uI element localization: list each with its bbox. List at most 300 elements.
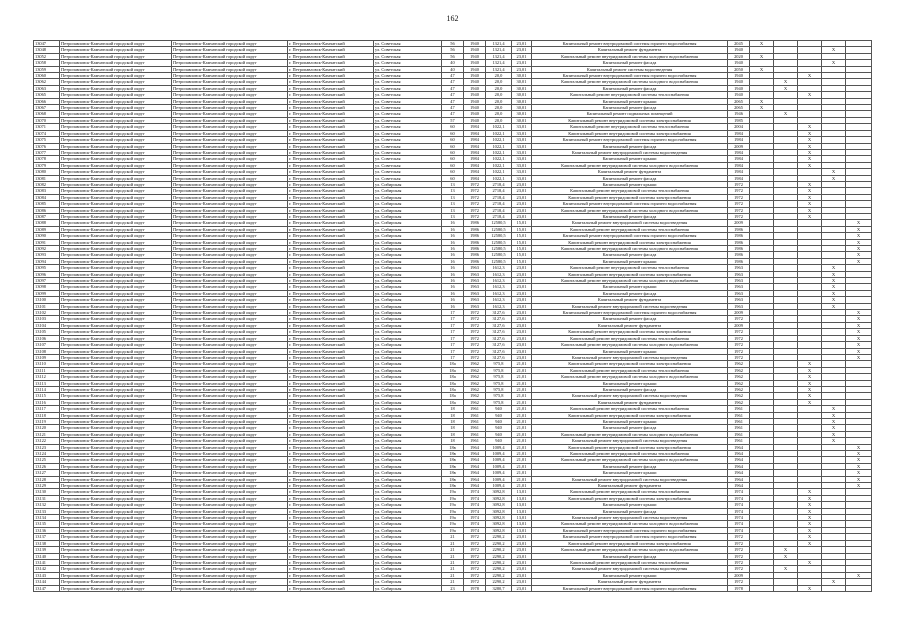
cell-mark-4: X: [822, 425, 846, 431]
cell-row-id: 13048: [34, 47, 60, 53]
cell-work-year: 2020: [728, 53, 750, 59]
cell-house: 57: [442, 117, 464, 123]
cell-area: 1022,1: [486, 156, 512, 162]
cell-area: 20,0: [486, 73, 512, 79]
cell-year: 1984: [464, 143, 486, 149]
cell-work-year: 1984: [728, 156, 750, 162]
cell-mark-3: X: [798, 527, 822, 533]
cell-work-year: 1986: [728, 246, 750, 252]
cell-locality: г. Петропавловск-Камчатский: [288, 60, 374, 66]
cell-year: 1962: [464, 367, 486, 373]
cell-house: 17: [442, 348, 464, 354]
cell-work-year: 1986: [728, 252, 750, 258]
cell-area: 2290,2: [486, 553, 512, 559]
cell-area: 1612,3: [486, 303, 512, 309]
cell-work-year: 1964: [728, 470, 750, 476]
cell-house: 18а: [442, 386, 464, 392]
cell-year: 1961: [464, 412, 486, 418]
cell-house: 13: [442, 201, 464, 207]
cell-rate: 15,01: [512, 252, 532, 258]
cell-work-year: 1961: [728, 418, 750, 424]
cell-area: 3127,6: [486, 316, 512, 322]
cell-house: 18а: [442, 380, 464, 386]
cell-house: 21: [442, 579, 464, 585]
cell-district: Петропавловск-Камчатский городской округ: [60, 265, 172, 271]
cell-district: Петропавловск-Камчатский городской округ: [60, 143, 172, 149]
cell-locality: г. Петропавловск-Камчатский: [288, 470, 374, 476]
cell-house: 18а: [442, 374, 464, 380]
cell-street: ул. Сибирская: [374, 431, 442, 437]
cell-mark-3: X: [798, 502, 822, 508]
cell-area: 1612,3: [486, 265, 512, 271]
cell-area: 12580,5: [486, 220, 512, 226]
cell-rate: 21,01: [512, 374, 532, 380]
cell-rate: 23,01: [512, 342, 532, 348]
cell-street: ул. Сибирская: [374, 188, 442, 194]
cell-rate: 23,01: [512, 559, 532, 565]
cell-street: ул. Сибирская: [374, 278, 442, 284]
cell-area: 3127,6: [486, 329, 512, 335]
cell-street: ул. Сибирская: [374, 451, 442, 457]
cell-street: ул. Сибирская: [374, 310, 442, 316]
cell-work-year: 1984: [728, 130, 750, 136]
cell-street: ул. Сибирская: [374, 233, 442, 239]
cell-settlement: Петропавловск-Камчатский городской округ: [172, 92, 288, 98]
cell-mark-3: X: [798, 489, 822, 495]
cell-house: 18в: [442, 483, 464, 489]
cell-district: Петропавловск-Камчатский городской округ: [60, 322, 172, 328]
cell-area: 2718,4: [486, 201, 512, 207]
cell-district: Петропавловск-Камчатский городской округ: [60, 547, 172, 553]
cell-house: 47: [442, 111, 464, 117]
cell-work-type: Капитальный ремонт внутридомовой системы водоотведения: [532, 515, 728, 521]
cell-settlement: Петропавловск-Камчатский городской округ: [172, 335, 288, 341]
cell-work-year: 1963: [728, 290, 750, 296]
cell-district: Петропавловск-Камчатский городской округ: [60, 220, 172, 226]
cell-settlement: Петропавловск-Камчатский городской округ: [172, 572, 288, 578]
cell-row-id: 13118: [34, 412, 60, 418]
cell-year: 1964: [464, 457, 486, 463]
cell-rate: 21,01: [512, 476, 532, 482]
cell-rate: 23,01: [512, 271, 532, 277]
cell-locality: г. Петропавловск-Камчатский: [288, 117, 374, 123]
cell-district: Петропавловск-Камчатский городской округ: [60, 354, 172, 360]
cell-mark-5: X: [846, 354, 872, 360]
cell-settlement: Петропавловск-Камчатский городской округ: [172, 393, 288, 399]
cell-row-id: 13060: [34, 73, 60, 79]
cell-house: 16: [442, 258, 464, 264]
cell-district: Петропавловск-Камчатский городской округ: [60, 476, 172, 482]
cell-row-id: 13140: [34, 553, 60, 559]
cell-house: 19а: [442, 515, 464, 521]
cell-street: ул. Сибирская: [374, 220, 442, 226]
cell-locality: г. Петропавловск-Камчатский: [288, 130, 374, 136]
cell-mark-5: X: [846, 483, 872, 489]
cell-year: 1940: [464, 79, 486, 85]
cell-settlement: Петропавловск-Камчатский городской округ: [172, 188, 288, 194]
cell-work-year: 1972: [728, 559, 750, 565]
cell-house: 16: [442, 252, 464, 258]
cell-settlement: Петропавловск-Камчатский городской округ: [172, 117, 288, 123]
cell-district: Петропавловск-Камчатский городской округ: [60, 527, 172, 533]
cell-house: 13: [442, 188, 464, 194]
cell-locality: г. Петропавловск-Камчатский: [288, 156, 374, 162]
cell-area: 1009,4: [486, 463, 512, 469]
cell-year: 1972: [464, 310, 486, 316]
cell-work-year: 1964: [728, 476, 750, 482]
cell-settlement: Петропавловск-Камчатский городской округ: [172, 489, 288, 495]
cell-locality: г. Петропавловск-Камчатский: [288, 66, 374, 72]
cell-year: 1984: [464, 169, 486, 175]
cell-work-type: Капитальный ремонт внутридомовой системы теплоснабжения: [532, 124, 728, 130]
cell-locality: г. Петропавловск-Камчатский: [288, 98, 374, 104]
cell-year: 1962: [464, 393, 486, 399]
cell-rate: 21,01: [512, 361, 532, 367]
cell-house: 19а: [442, 521, 464, 527]
cell-year: 1984: [464, 137, 486, 143]
cell-locality: г. Петропавловск-Камчатский: [288, 425, 374, 431]
cell-work-type: Капитальный ремонт крыши: [532, 156, 728, 162]
cell-locality: г. Петропавловск-Камчатский: [288, 271, 374, 277]
cell-district: Петропавловск-Камчатский городской округ: [60, 111, 172, 117]
cell-mark-3: X: [798, 149, 822, 155]
cell-area: 1321,4: [486, 47, 512, 53]
cell-district: Петропавловск-Камчатский городской округ: [60, 188, 172, 194]
cell-area: 1612,3: [486, 284, 512, 290]
cell-work-type: Капитальный ремонт внутридомовой системы холодного водоснабжения: [532, 374, 728, 380]
cell-locality: г. Петропавловск-Камчатский: [288, 585, 374, 591]
cell-locality: г. Петропавловск-Камчатский: [288, 207, 374, 213]
cell-row-id: 13110: [34, 361, 60, 367]
cell-house: 60: [442, 156, 464, 162]
cell-row-id: 13099: [34, 290, 60, 296]
cell-settlement: Петропавловск-Камчатский городской округ: [172, 156, 288, 162]
cell-row-id: 13090: [34, 233, 60, 239]
cell-row-id: 13071: [34, 124, 60, 130]
cell-area: 975,8: [486, 361, 512, 367]
cell-area: 1009,4: [486, 470, 512, 476]
cell-row-id: 13103: [34, 316, 60, 322]
cell-mark-4: X: [822, 438, 846, 444]
cell-work-year: 1940: [728, 85, 750, 91]
cell-settlement: Петропавловск-Камчатский городской округ: [172, 470, 288, 476]
cell-locality: г. Петропавловск-Камчатский: [288, 559, 374, 565]
cell-work-year: 1974: [728, 495, 750, 501]
cell-mark-3: X: [798, 73, 822, 79]
cell-street: ул. Советская: [374, 143, 442, 149]
cell-settlement: Петропавловск-Камчатский городской округ: [172, 566, 288, 572]
cell-locality: г. Петропавловск-Камчатский: [288, 361, 374, 367]
cell-area: 3092,8: [486, 527, 512, 533]
cell-work-year: 1972: [728, 316, 750, 322]
cell-work-year: 1984: [728, 169, 750, 175]
cell-work-year: 1961: [728, 438, 750, 444]
cell-row-id: 13092: [34, 246, 60, 252]
cell-year: 1940: [464, 98, 486, 104]
cell-work-type: Капитальный ремонт фасада: [532, 213, 728, 219]
cell-settlement: Петропавловск-Камчатский городской округ: [172, 521, 288, 527]
cell-district: Петропавловск-Камчатский городской округ: [60, 130, 172, 136]
cell-district: Петропавловск-Камчатский городской округ: [60, 41, 172, 47]
cell-district: Петропавловск-Камчатский городской округ: [60, 124, 172, 130]
cell-locality: г. Петропавловск-Камчатский: [288, 303, 374, 309]
cell-rate: 21,01: [512, 425, 532, 431]
cell-street: ул. Сибирская: [374, 348, 442, 354]
cell-settlement: Петропавловск-Камчатский городской округ: [172, 284, 288, 290]
cell-area: 2718,4: [486, 207, 512, 213]
cell-settlement: Петропавловск-Камчатский городской округ: [172, 386, 288, 392]
cell-settlement: Петропавловск-Камчатский городской округ: [172, 53, 288, 59]
cell-house: 56: [442, 47, 464, 53]
cell-house: 60: [442, 169, 464, 175]
cell-year: 1940: [464, 111, 486, 117]
cell-work-type: Капитальный ремонт фундамента: [532, 297, 728, 303]
cell-year: 1986: [464, 246, 486, 252]
cell-row-id: 13081: [34, 175, 60, 181]
cell-street: ул. Сибирская: [374, 194, 442, 200]
cell-rate: 23,01: [512, 194, 532, 200]
cell-year: 1961: [464, 406, 486, 412]
cell-rate: 23,01: [512, 566, 532, 572]
cell-locality: г. Петропавловск-Камчатский: [288, 553, 374, 559]
cell-work-year: 1962: [728, 367, 750, 373]
cell-locality: г. Петропавловск-Камчатский: [288, 226, 374, 232]
cell-mark-1: [750, 585, 774, 591]
cell-locality: г. Петропавловск-Камчатский: [288, 143, 374, 149]
cell-area: 1009,4: [486, 476, 512, 482]
cell-rate: 21,01: [512, 451, 532, 457]
cell-house: 18в: [442, 457, 464, 463]
cell-street: ул. Советская: [374, 98, 442, 104]
cell-year: 1964: [464, 483, 486, 489]
cell-year: 1972: [464, 553, 486, 559]
cell-area: 940: [486, 412, 512, 418]
cell-row-id: 13132: [34, 502, 60, 508]
cell-rate: 23,01: [512, 540, 532, 546]
cell-district: Петропавловск-Камчатский городской округ: [60, 495, 172, 501]
cell-locality: г. Петропавловск-Камчатский: [288, 502, 374, 508]
cell-rate: 23,01: [512, 316, 532, 322]
cell-row-id: 13065: [34, 92, 60, 98]
cell-rate: 23,01: [512, 290, 532, 296]
cell-work-type: Капитальный ремонт фасада: [532, 60, 728, 66]
cell-rate: 23,01: [512, 60, 532, 66]
cell-district: Петропавловск-Камчатский городской округ: [60, 53, 172, 59]
cell-street: ул. Сибирская: [374, 258, 442, 264]
cell-work-year: 1963: [728, 303, 750, 309]
cell-district: Петропавловск-Камчатский городской округ: [60, 553, 172, 559]
cell-work-year: 1964: [728, 463, 750, 469]
cell-work-type: Капитальный ремонт внутридомовой системы электроснабжения: [532, 361, 728, 367]
cell-house: 21: [442, 553, 464, 559]
cell-locality: г. Петропавловск-Камчатский: [288, 322, 374, 328]
cell-area: 12580,5: [486, 239, 512, 245]
cell-locality: г. Петропавловск-Камчатский: [288, 79, 374, 85]
cell-house: 16: [442, 290, 464, 296]
cell-year: 1961: [464, 431, 486, 437]
cell-row-id: 13125: [34, 457, 60, 463]
cell-house: 18в: [442, 451, 464, 457]
cell-work-type: Капитальный ремонт фундамента: [532, 579, 728, 585]
cell-rate: 30,01: [512, 79, 532, 85]
cell-locality: г. Петропавловск-Камчатский: [288, 310, 374, 316]
cell-settlement: Петропавловск-Камчатский городской округ: [172, 213, 288, 219]
cell-locality: г. Петропавловск-Камчатский: [288, 380, 374, 386]
cell-row-id: 13109: [34, 354, 60, 360]
cell-rate: 21,01: [512, 406, 532, 412]
cell-locality: г. Петропавловск-Камчатский: [288, 233, 374, 239]
cell-rate: 33,01: [512, 130, 532, 136]
cell-work-year: 1962: [728, 399, 750, 405]
cell-rate: 33,01: [512, 137, 532, 143]
cell-house: 21: [442, 559, 464, 565]
cell-work-type: Капитальный ремонт внутридомовой системы холодного водоснабжения: [532, 547, 728, 553]
cell-mark-5: X: [846, 335, 872, 341]
cell-row-id: 13121: [34, 431, 60, 437]
cell-street: ул. Сибирская: [374, 271, 442, 277]
cell-work-year: 1962: [728, 374, 750, 380]
cell-street: ул. Сибирская: [374, 470, 442, 476]
cell-work-year: 1974: [728, 521, 750, 527]
cell-house: 17: [442, 316, 464, 322]
cell-rate: 23,01: [512, 310, 532, 316]
cell-locality: г. Петропавловск-Камчатский: [288, 284, 374, 290]
cell-settlement: Петропавловск-Камчатский городской округ: [172, 354, 288, 360]
cell-district: Петропавловск-Камчатский городской округ: [60, 117, 172, 123]
cell-house: 47: [442, 98, 464, 104]
cell-street: ул. Сибирская: [374, 284, 442, 290]
cell-street: ул. Сибирская: [374, 483, 442, 489]
cell-house: 13: [442, 181, 464, 187]
cell-district: Петропавловск-Камчатский городской округ: [60, 572, 172, 578]
cell-street: ул. Советская: [374, 162, 442, 168]
cell-year: 1940: [464, 105, 486, 111]
cell-row-id: 13102: [34, 310, 60, 316]
cell-work-type: Капитальный ремонт внутридомовой системы холодного водоснабжения: [532, 521, 728, 527]
cell-mark-3: X: [798, 162, 822, 168]
cell-district: Петропавловск-Камчатский городской округ: [60, 489, 172, 495]
cell-row-id: 13084: [34, 194, 60, 200]
cell-work-year: 1961: [728, 425, 750, 431]
cell-area: 1022,1: [486, 124, 512, 130]
cell-mark-4: X: [822, 418, 846, 424]
cell-locality: г. Петропавловск-Камчатский: [288, 181, 374, 187]
cell-row-id: 13077: [34, 149, 60, 155]
cell-district: Петропавловск-Камчатский городской округ: [60, 515, 172, 521]
cell-work-type: Капитальный ремонт фундамента: [532, 47, 728, 53]
cell-mark-3: X: [798, 188, 822, 194]
cell-mark-5: X: [846, 463, 872, 469]
cell-work-type: Капитальный ремонт фасада: [532, 425, 728, 431]
cell-work-type: Капитальный ремонт системы водоотведения: [532, 66, 728, 72]
cell-house: 16: [442, 220, 464, 226]
cell-settlement: Петропавловск-Камчатский городской округ: [172, 297, 288, 303]
cell-work-type: Капитальный ремонт внутридомовой системы холодного водоснабжения: [532, 53, 728, 59]
cell-area: 975,8: [486, 399, 512, 405]
cell-house: 18: [442, 431, 464, 437]
cell-district: Петропавловск-Камчатский городской округ: [60, 98, 172, 104]
cell-area: 3280,7: [486, 585, 512, 591]
cell-work-type: Капитальный ремонт внутридомовой системы водоотведения: [532, 393, 728, 399]
cell-work-year: 1984: [728, 149, 750, 155]
cell-work-type: Капитальный ремонт фасада: [532, 252, 728, 258]
cell-district: Петропавловск-Камчатский городской округ: [60, 444, 172, 450]
cell-settlement: Петропавловск-Камчатский городской округ: [172, 194, 288, 200]
cell-settlement: Петропавловск-Камчатский городской округ: [172, 515, 288, 521]
cell-rate: 21,01: [512, 457, 532, 463]
cell-rate: 21,01: [512, 367, 532, 373]
cell-rate: 21,01: [512, 431, 532, 437]
cell-work-year: 1972: [728, 181, 750, 187]
cell-work-type: Капитальный ремонт фасада: [532, 290, 728, 296]
cell-work-type: Капитальный ремонт внутридомовой системы электроснабжения: [532, 239, 728, 245]
cell-row-id: 13096: [34, 271, 60, 277]
cell-year: 1963: [464, 297, 486, 303]
cell-settlement: Петропавловск-Камчатский городской округ: [172, 495, 288, 501]
cell-settlement: Петропавловск-Камчатский городской округ: [172, 124, 288, 130]
cell-area: 1022,1: [486, 130, 512, 136]
cell-mark-3: X: [798, 130, 822, 136]
cell-locality: г. Петропавловск-Камчатский: [288, 540, 374, 546]
cell-work-year: 2009: [728, 322, 750, 328]
cell-locality: г. Петропавловск-Камчатский: [288, 265, 374, 271]
cell-work-year: 1984: [728, 137, 750, 143]
cell-row-id: 13105: [34, 329, 60, 335]
cell-district: Петропавловск-Камчатский городской округ: [60, 73, 172, 79]
cell-rate: 23,01: [512, 66, 532, 72]
cell-area: 2290,2: [486, 566, 512, 572]
cell-settlement: Петропавловск-Камчатский городской округ: [172, 367, 288, 373]
cell-area: 12580,5: [486, 246, 512, 252]
cell-work-type: Капитальный ремонт внутридомовой системы горячего водоснабжения: [532, 527, 728, 533]
cell-house: 60: [442, 149, 464, 155]
cell-street: ул. Советская: [374, 149, 442, 155]
cell-house: 16: [442, 271, 464, 277]
cell-rate: 23,01: [512, 335, 532, 341]
cell-year: 1940: [464, 92, 486, 98]
cell-work-year: 1964: [728, 457, 750, 463]
cell-locality: г. Петропавловск-Камчатский: [288, 451, 374, 457]
cell-area: 1612,3: [486, 290, 512, 296]
cell-house: 17: [442, 354, 464, 360]
cell-street: ул. Советская: [374, 41, 442, 47]
cell-district: Петропавловск-Камчатский городской округ: [60, 47, 172, 53]
cell-mark-2: X: [774, 79, 798, 85]
cell-street: ул. Сибирская: [374, 297, 442, 303]
cell-work-year: 1962: [728, 393, 750, 399]
cell-work-type: Капитальный ремонт фасада: [532, 85, 728, 91]
cell-street: ул. Советская: [374, 175, 442, 181]
cell-work-type: Капитальный ремонт фундамента: [532, 322, 728, 328]
cell-mark-5: X: [846, 316, 872, 322]
cell-work-year: 1986: [728, 226, 750, 232]
cell-work-year: 1985: [728, 117, 750, 123]
cell-work-year: 1972: [728, 194, 750, 200]
cell-district: Петропавловск-Камчатский городской округ: [60, 66, 172, 72]
cell-area: 1612,3: [486, 271, 512, 277]
cell-locality: г. Петропавловск-Камчатский: [288, 188, 374, 194]
cell-year: 1972: [464, 559, 486, 565]
cell-row-id: 13139: [34, 547, 60, 553]
cell-street: ул. Советская: [374, 60, 442, 66]
cell-area: 3092,8: [486, 489, 512, 495]
cell-locality: г. Петропавловск-Камчатский: [288, 53, 374, 59]
cell-district: Петропавловск-Камчатский городской округ: [60, 201, 172, 207]
cell-rate: 21,01: [512, 463, 532, 469]
cell-street: ул. Советская: [374, 111, 442, 117]
cell-work-type: Капитальный ремонт фасада: [532, 316, 728, 322]
cell-work-year: 2050: [728, 66, 750, 72]
